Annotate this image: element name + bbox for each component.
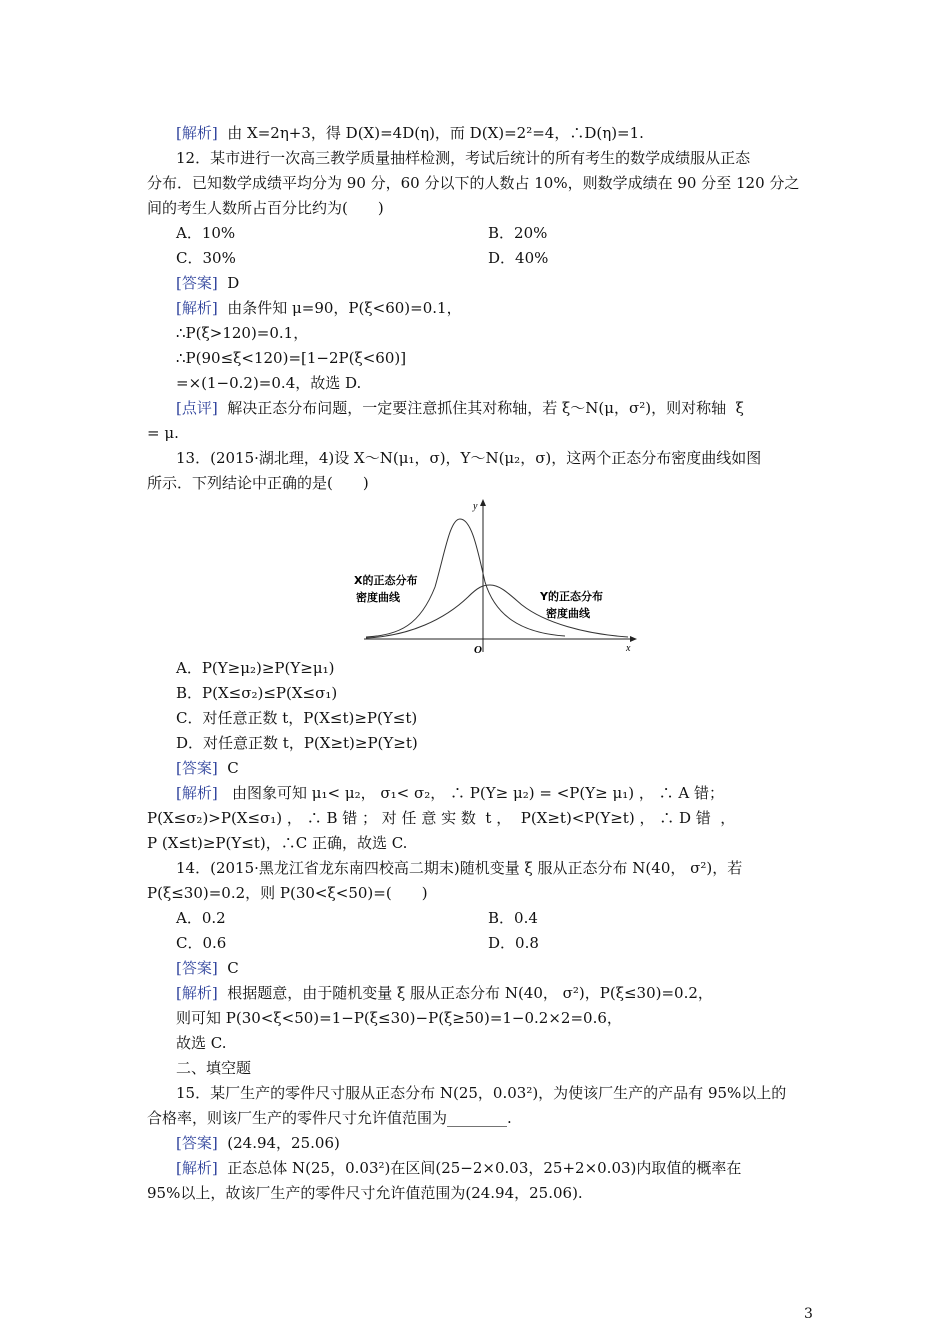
analysis-text: 正态总体 N(25，0.03²)在区间(25−2×0.03，25+2×0.03)内取值的概率在 bbox=[217, 1159, 742, 1177]
x-axis-label: x bbox=[626, 643, 631, 654]
answer-tag: [答案] bbox=[176, 759, 218, 777]
answer-tag: [答案] bbox=[176, 274, 218, 292]
answer-text: D bbox=[217, 274, 240, 292]
q15-answer bbox=[176, 1133, 340, 1153]
normal-distribution-figure bbox=[350, 497, 640, 657]
answer-text: C bbox=[217, 959, 239, 977]
q13-answer bbox=[176, 758, 239, 778]
q12-answer bbox=[176, 273, 239, 293]
analysis-tag: [解析] bbox=[176, 299, 218, 317]
x-curve-label-line1: X的正态分布 bbox=[354, 574, 418, 587]
q12-stem-1: 12．某市进行一次高三教学质量抽样检测，考试后统计的所有考生的数学成绩服从正态 bbox=[176, 149, 751, 167]
analysis-text: 由 X=2η+3，得 D(X)=4D(η)，而 D(X)=2²=4，∴D(η)=1. bbox=[217, 124, 644, 142]
q14-stem-2: P(ξ≤30)=0.2，则 P(30<ξ<50)=( ) bbox=[147, 884, 428, 902]
q15-analysis-2: 95%以上，故该厂生产的零件尺寸允许值范围为(24.94，25.06). bbox=[147, 1184, 583, 1202]
q14-answer bbox=[176, 958, 239, 978]
q12-analysis-3: ∴P(90≤ξ<120)=[1−2P(ξ<60)] bbox=[176, 349, 407, 367]
q14-option-d: D．0.8 bbox=[488, 934, 539, 952]
x-axis-arrow bbox=[630, 636, 637, 642]
q14-option-a: A．0.2 bbox=[176, 909, 226, 927]
q12-analysis-4: =×(1−0.2)=0.4，故选 D. bbox=[176, 374, 362, 392]
q12-option-a: A．10% bbox=[176, 224, 236, 242]
y-curve-label-line2: 密度曲线 bbox=[546, 607, 590, 620]
y-axis-arrow bbox=[480, 499, 486, 506]
q12-comment-1 bbox=[176, 398, 744, 418]
origin-label: O bbox=[474, 644, 482, 656]
analysis-tag: [解析] bbox=[176, 984, 218, 1002]
y-axis-label: y bbox=[473, 501, 478, 512]
q13-stem-1: 13．(2015·湖北理，4)设 X～N(μ₁，σ)，Y～N(μ₂，σ)，这两个正态分布密度曲线如图 bbox=[176, 449, 762, 467]
analysis-tag: [解析] bbox=[176, 1159, 218, 1177]
q14-option-b: B．0.4 bbox=[488, 909, 538, 927]
q15-stem-2: 合格率，则该厂生产的零件尺寸允许值范围为________. bbox=[147, 1109, 512, 1127]
q13-analysis-2: P(X≤σ₂)>P(X≤σ₁) ， ∴ B 错 ； 对 任 意 实 数 t ， P(X≥t)<P(Y≥t) ， ∴ D 错 ， bbox=[147, 809, 736, 827]
q14-analysis-3: 故选 C. bbox=[176, 1034, 227, 1052]
q13-option-d: D．对任意正数 t，P(X≥t)≥P(Y≥t) bbox=[176, 734, 418, 752]
analysis-tag: [解析] bbox=[176, 784, 218, 802]
q12-stem-3: 间的考生人数所占百分比约为( ) bbox=[147, 199, 384, 217]
answer-text: (24.94，25.06) bbox=[217, 1134, 340, 1152]
q12-analysis-1 bbox=[176, 298, 462, 318]
answer-tag: [答案] bbox=[176, 1134, 218, 1152]
q12-analysis-2: ∴P(ξ>120)=0.1， bbox=[176, 324, 309, 342]
q12-stem-2: 分布．已知数学成绩平均分为 90 分，60 分以下的人数占 10%，则数学成绩在 90 分至 120 分之 bbox=[147, 174, 800, 192]
q13-analysis-1 bbox=[176, 783, 724, 803]
q14-stem-1: 14．(2015·黑龙江省龙东南四校高二期末)随机变量 ξ 服从正态分布 N(40， σ²)，若 bbox=[176, 859, 743, 877]
q14-analysis-2: 则可知 P(30<ξ<50)=1−P(ξ≤30)−P(ξ≥50)=1−0.2×2=0.6， bbox=[176, 1009, 622, 1027]
analysis-text: 由条件知 μ=90，P(ξ<60)=0.1， bbox=[217, 299, 462, 317]
q12-comment-2: = μ. bbox=[147, 424, 179, 442]
q13-option-b: B．P(X≤σ₂)≤P(X≤σ₁) bbox=[176, 684, 338, 702]
comment-text: 解决正态分布问题，一定要注意抓住其对称轴，若 ξ～N(μ，σ²)，则对称轴 ξ bbox=[217, 399, 744, 417]
x-curve-label-line2: 密度曲线 bbox=[356, 591, 400, 604]
y-curve-label-line1: Y的正态分布 bbox=[540, 590, 603, 603]
q14-option-c: C．0.6 bbox=[176, 934, 227, 952]
q14-analysis-1 bbox=[176, 983, 713, 1003]
q13-stem-2: 所示．下列结论中正确的是( ) bbox=[147, 474, 369, 492]
answer-tag: [答案] bbox=[176, 959, 218, 977]
q13-option-a: A．P(Y≥μ₂)≥P(Y≥μ₁) bbox=[176, 659, 335, 677]
q15-stem-1: 15．某厂生产的零件尺寸服从正态分布 N(25，0.03²)，为使该厂生产的产品有 95%以上的 bbox=[176, 1084, 787, 1102]
q12-option-d: D．40% bbox=[488, 249, 549, 267]
q12-option-c: C．30% bbox=[176, 249, 236, 267]
comment-tag: [点评] bbox=[176, 399, 218, 417]
analysis-text: 根据题意，由于随机变量 ξ 服从正态分布 N(40， σ²)，P(ξ≤30)=0.2， bbox=[217, 984, 713, 1002]
analysis-line bbox=[176, 123, 644, 143]
q15-analysis-1 bbox=[176, 1158, 741, 1178]
analysis-text: 由图象可知 μ₁< μ₂， σ₁< σ₂， ∴ P(Y≥ μ₂) = <P(Y≥ μ₁) ， ∴ A 错； bbox=[217, 784, 724, 802]
page-number: 3 bbox=[804, 1306, 813, 1322]
section-heading: 二、填空题 bbox=[176, 1059, 252, 1077]
q13-analysis-3: P (X≤t)≥P(Y≤t)，∴C 正确，故选 C. bbox=[147, 834, 408, 852]
q12-option-b: B．20% bbox=[488, 224, 548, 242]
answer-text: C bbox=[217, 759, 239, 777]
q13-option-c: C．对任意正数 t，P(X≤t)≥P(Y≤t) bbox=[176, 709, 418, 727]
analysis-tag: [解析] bbox=[176, 124, 218, 142]
